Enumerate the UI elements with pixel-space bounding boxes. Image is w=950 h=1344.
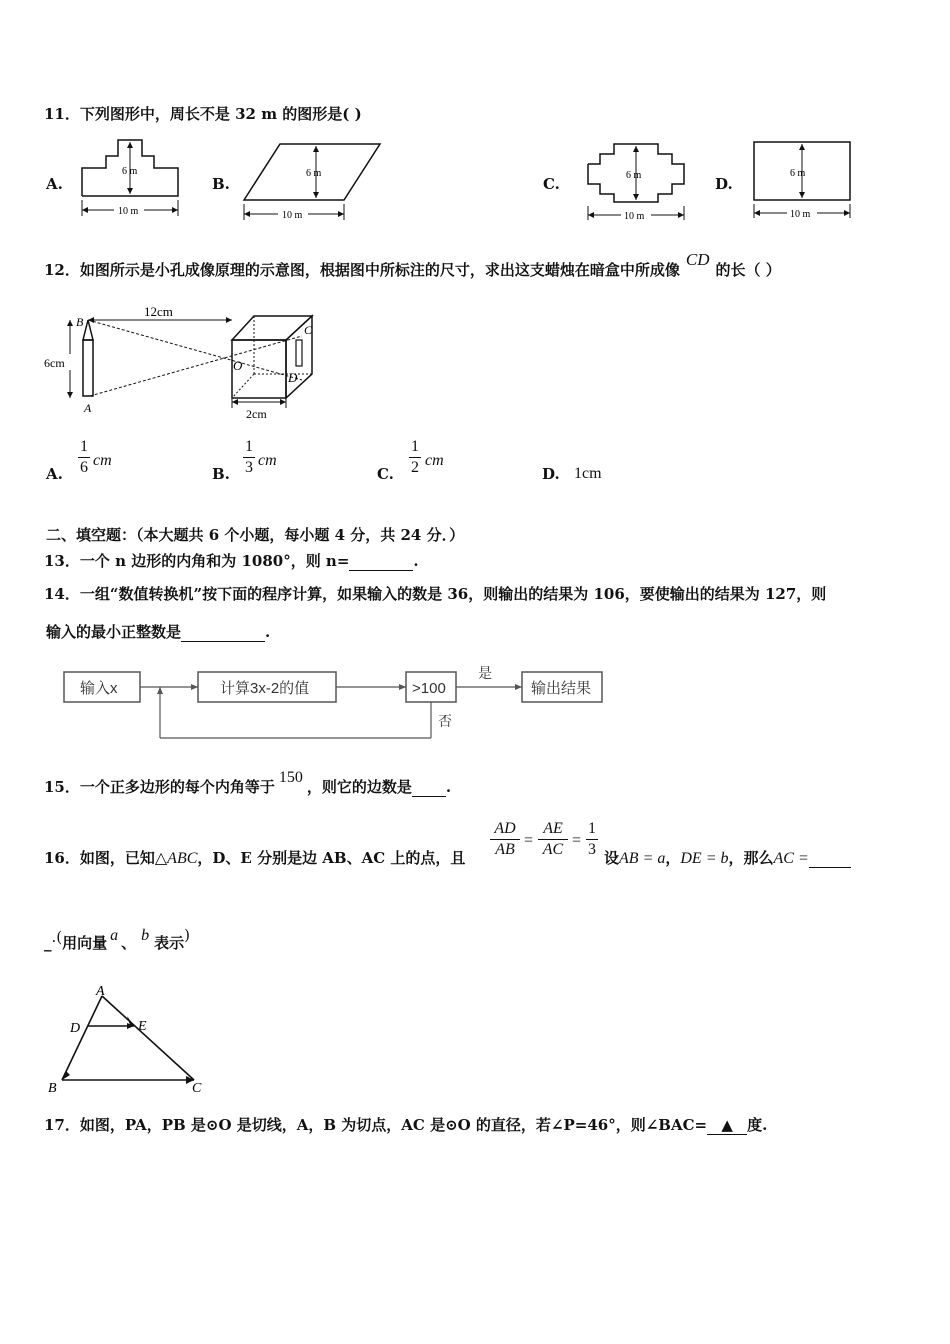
- q12-stem: [44, 250, 781, 280]
- q11-stem: 11．下列图形中，周长不是 32 m 的图形是( ): [44, 105, 362, 123]
- q12-stem-math: CD: [685, 250, 710, 269]
- q16-stem-part2: [604, 847, 851, 868]
- q12-option-b-unit: cm: [258, 452, 277, 469]
- q16-vec-a: a: [110, 927, 119, 944]
- q16-point-d: D: [70, 1021, 81, 1036]
- q16-then: ，那么: [728, 849, 774, 867]
- q15-stem: [44, 769, 452, 797]
- q11-figure-b: [240, 140, 390, 224]
- q12-a-num: 1: [80, 438, 88, 455]
- q12-top-dim: 12cm: [144, 304, 173, 319]
- q11-a-width-label: 10 m: [118, 206, 139, 217]
- q12-point-b: B: [76, 315, 84, 329]
- q12-option-a-unit: cm: [93, 452, 112, 469]
- q11-d-height-label: 6 m: [790, 168, 806, 179]
- q11-c-width-label: 10 m: [624, 211, 645, 222]
- q13-text: 13．一个 n 边形的内角和为 1080°，则 n=: [44, 552, 350, 570]
- q15-text-2: ，则它的边数是: [306, 778, 412, 796]
- q16-f2-den: AC: [542, 841, 564, 858]
- q11-option-d-label[interactable]: D.: [715, 175, 733, 193]
- q14-flowchart: [60, 660, 610, 742]
- q12-c-num: 1: [411, 438, 419, 455]
- q12-point-a: A: [84, 401, 92, 415]
- q16-ac-eq: AC =: [773, 850, 809, 867]
- q11-a-height-label: 6 m: [122, 166, 138, 177]
- q16-text: 16．如图，已知: [44, 849, 155, 867]
- q17-text: 17．如图，PA，PB 是⊙O 是切线，A，B 为切点，AC 是⊙O 的直径，若∠P=46°，则∠BAC=: [44, 1116, 708, 1134]
- q16-f2-num: AE: [543, 820, 563, 837]
- q12-b-num: 1: [245, 438, 253, 455]
- q16-point-b: B: [48, 1081, 57, 1096]
- q12-option-c-fraction: [409, 438, 421, 477]
- q15-end: .: [445, 778, 452, 796]
- q16-line2-b: .(: [51, 928, 63, 946]
- q16-f1-num: AD: [494, 820, 516, 837]
- q16-set: 设: [604, 849, 620, 867]
- q16-f3-num: 1: [588, 820, 596, 837]
- q16-stem-line2: [44, 926, 191, 953]
- q16-vec-b: b: [141, 927, 150, 944]
- q12-option-b-fraction: [243, 438, 255, 477]
- q14-line2: [46, 621, 270, 642]
- q14-line2-text: 输入的最小正整数是: [46, 623, 182, 641]
- q16-point-a: A: [96, 984, 105, 999]
- q15-text: 15．一个正多边形的每个内角等于: [44, 778, 275, 796]
- q16-sep: 、: [121, 934, 137, 952]
- q15-angle-value: 150: [278, 769, 303, 786]
- q14-line1: 14．一组“数值转换机”按下面的程序计算，如果输入的数是 36，则输出的结果为 106，要使输出的结果为 127，则: [44, 585, 827, 603]
- q16-line2-c: 用向量: [62, 934, 108, 952]
- q16-fraction-ae-ac: [538, 820, 568, 859]
- q16-answer-blank[interactable]: [809, 849, 851, 868]
- flow-compare-label: >100: [412, 680, 446, 697]
- q11-d-width-label: 10 m: [790, 209, 811, 220]
- q12-point-o: O: [233, 358, 243, 373]
- q11-b-height-label: 6 m: [306, 168, 322, 179]
- q16-line2-a: _: [44, 934, 52, 952]
- q17-stem: [44, 1114, 767, 1135]
- q13-end: .: [413, 552, 419, 570]
- q11-option-c-label[interactable]: C.: [543, 175, 560, 193]
- q12-a-den: 6: [80, 459, 88, 476]
- q16-fraction-ad-ab: [490, 820, 520, 859]
- q11-option-a-label[interactable]: A.: [46, 175, 63, 193]
- q12-b-den: 3: [245, 459, 253, 476]
- q12-option-d-label[interactable]: D.: [542, 465, 560, 483]
- q11-option-b-label[interactable]: B.: [212, 175, 230, 193]
- q14-answer-blank[interactable]: [181, 623, 265, 642]
- q11-figure-d: [750, 138, 860, 222]
- q12-bottom-dim: 2cm: [246, 407, 267, 421]
- q12-stem-text: 12．如图所示是小孔成像原理的示意图，根据图中所标注的尺寸，求出这支蜡烛在暗盒中所成像: [44, 261, 680, 279]
- q16-ab-eq: AB = a: [619, 850, 666, 867]
- q13-stem: [44, 550, 419, 571]
- q17-answer-blank[interactable]: [707, 1116, 747, 1135]
- q12-c-den: 2: [411, 459, 419, 476]
- q16-eq1: =: [524, 832, 534, 849]
- q12-option-c-unit: cm: [425, 452, 444, 469]
- q17-blank-mark: ▲: [721, 1116, 733, 1134]
- q16-comma: ，: [665, 849, 681, 867]
- q16-triangle: △ABC: [154, 850, 198, 867]
- q12-option-d-value: 1cm: [574, 465, 602, 482]
- flow-input-label: 输入x: [80, 680, 118, 697]
- q12-left-dim: 6cm: [44, 356, 65, 370]
- q11-figure-a: [78, 136, 188, 218]
- q16-de-eq: DE = b: [680, 850, 729, 867]
- flow-yes-label: 是: [478, 665, 492, 681]
- q16-eq2: =: [572, 832, 582, 849]
- q16-text-mid: ，D、E 分别是边 AB、AC 上的点，且: [197, 849, 466, 867]
- q11-c-height-label: 6 m: [626, 170, 642, 181]
- q12-stem-end: 的长（ ）: [715, 261, 781, 279]
- q12-point-c: C: [304, 323, 313, 337]
- q16-triangle-figure: [44, 982, 214, 1094]
- q17-end: 度.: [747, 1116, 768, 1134]
- flow-output-label: 输出结果: [531, 680, 592, 697]
- q12-option-a-label[interactable]: A.: [46, 465, 63, 483]
- flow-no-label: 否: [438, 713, 452, 729]
- q12-option-c-label[interactable]: C.: [377, 465, 394, 483]
- q12-point-d: D: [288, 370, 298, 385]
- q12-pinhole-figure: [40, 302, 330, 424]
- q12-option-a-fraction: [78, 438, 90, 477]
- q11-figure-c: [584, 140, 694, 224]
- flow-compute-label: 计算3x-2的值: [220, 680, 310, 697]
- q16-point-c: C: [192, 1081, 202, 1096]
- q16-line2-e: ): [184, 926, 191, 944]
- q12-option-b-label[interactable]: B.: [212, 465, 230, 483]
- q16-fraction-one-third: [586, 820, 598, 859]
- q16-f1-den: AB: [495, 841, 515, 858]
- q16-f3-den: 3: [588, 841, 596, 858]
- q14-line2-end: .: [265, 623, 271, 641]
- q11-b-width-label: 10 m: [282, 210, 303, 221]
- section-2-title: 二、填空题：（本大题共 6 个小题，每小题 4 分，共 24 分．）: [46, 526, 465, 544]
- q16-stem-part1: [44, 847, 465, 868]
- q13-answer-blank[interactable]: [349, 552, 413, 571]
- q16-line2-d: 表示: [154, 934, 185, 952]
- q16-point-e: E: [138, 1019, 147, 1034]
- q15-answer-blank[interactable]: [412, 778, 446, 797]
